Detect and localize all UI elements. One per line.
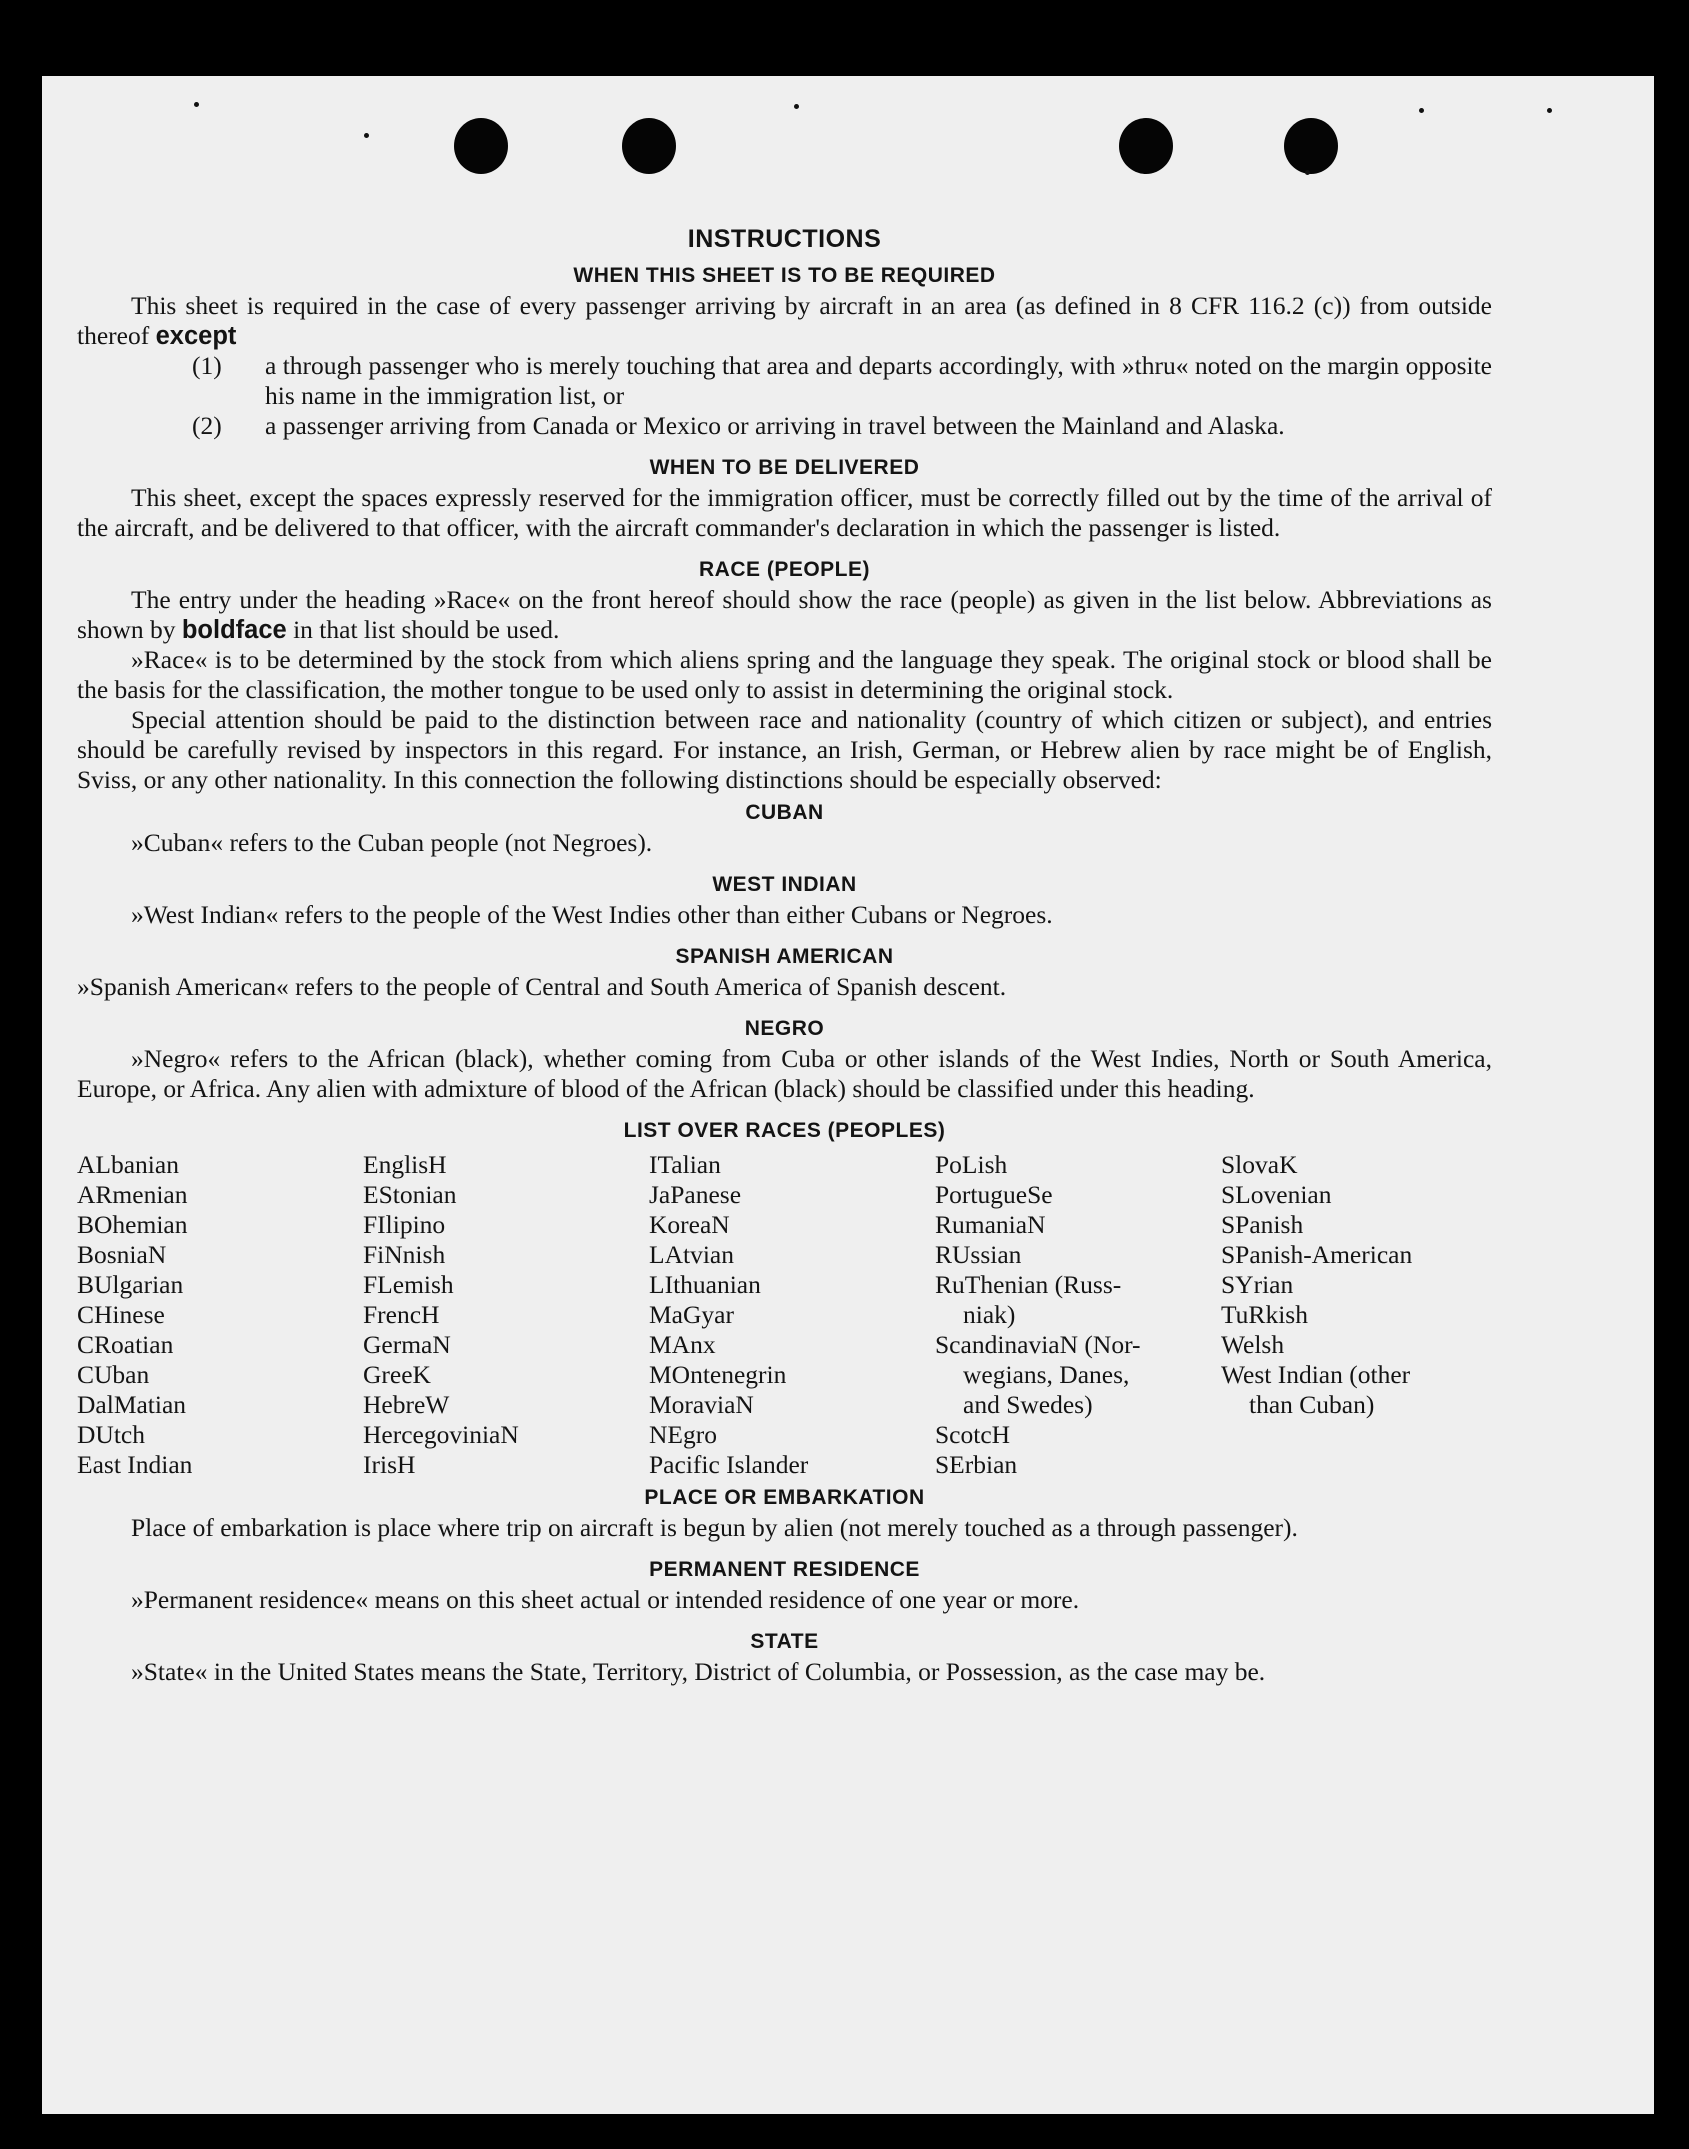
speck [1547,108,1552,113]
list-text: a through passenger who is merely touching that area and departs accordingly, with »thru« noted on the margin opposite his name in the immigration list, or [265,351,1492,410]
race-entry: EnglisH [363,1150,447,1179]
race-entry: PoLish [935,1150,1008,1179]
race-entry: East Indian [77,1450,193,1479]
race-entry: TuRkish [1221,1300,1308,1329]
race-entry: West Indian (other [1221,1360,1411,1389]
race-entry: SErbian [935,1450,1018,1479]
race-entry: ALbanian [77,1150,179,1179]
race-entry: PortugueSe [935,1180,1053,1209]
race-entry: DUtch [77,1420,145,1449]
race-entry: GreeK [363,1360,431,1389]
race-entry: ARmenian [77,1180,188,1209]
punch-hole [1119,118,1173,174]
paragraph [77,585,1492,645]
race-entry: KoreaN [649,1210,730,1239]
speck [364,133,369,138]
paragraph: Place of embarkation is place where trip on aircraft is begun by alien (not merely touched as a through passenger). [131,1513,1298,1542]
race-entry: MaGyar [649,1300,734,1329]
except-keyword: except [155,322,237,350]
race-entry: IrisH [363,1450,416,1479]
race-entry: RumaniaN [935,1210,1046,1239]
paragraph: Special attention should be paid to the distinction between race and nationality (country of which citizen or subject), and entries should be carefully revised by inspectors in this regard. For instance, an Irish, German, or Hebrew alien by race might be of English, Sviss, or any other nationality. In this connection the following distinctions should be especially observed: [77,705,1492,794]
race-entry: Pacific Islander [649,1450,809,1479]
race-entry: EStonian [363,1180,457,1209]
paragraph: »Permanent residence« means on this sheet actual or intended residence of one year or more. [131,1585,1080,1614]
paragraph: »Cuban« refers to the Cuban people (not Negroes). [131,828,653,857]
race-entry: BUlgarian [77,1270,184,1299]
race-entry: SLovenian [1221,1180,1332,1209]
race-entry: FrencH [363,1300,440,1329]
race-entry: SlovaK [1221,1150,1298,1179]
section-heading: PERMANENT RESIDENCE [649,1558,920,1581]
race-entry-continued: wegians, Danes, [963,1360,1130,1389]
race-column [935,1150,1221,1480]
paragraph: »Spanish American« refers to the people of Central and South America of Spanish descent. [77,972,1007,1001]
paragraph: »Race« is to be determined by the stock from which aliens spring and the language they speak. The original stock or blood shall be the basis for the classification, the mother tongue to be used only to assist in determining the original stock. [77,645,1492,704]
paragraph [77,291,1492,351]
section-heading: WEST INDIAN [712,873,857,896]
race-entry: NEgro [649,1420,717,1449]
speck [194,102,199,107]
race-column [77,1150,363,1480]
race-entry: RuThenian (Russ- [935,1270,1122,1299]
race-column [1221,1150,1491,1480]
race-entry: MOntenegrin [649,1360,787,1389]
race-entry: CRoatian [77,1330,174,1359]
section-heading: RACE (PEOPLE) [698,558,870,581]
list-item [77,351,1492,411]
race-entry-continued: than Cuban) [1249,1390,1375,1419]
race-entry: BosniaN [77,1240,167,1269]
race-entry: ITalian [649,1150,721,1179]
speck [1419,108,1424,113]
race-entry: SPanish [1221,1210,1304,1239]
race-list [77,1150,1492,1480]
race-entry-continued: niak) [963,1300,1016,1329]
list-item [77,411,1492,441]
race-entry: FIlipino [363,1210,446,1239]
list-text: a passenger arriving from Canada or Mexico or arriving in travel between the Mainland and Alaska. [265,411,1285,440]
race-entry: Welsh [1221,1330,1285,1359]
paragraph: »West Indian« refers to the people of the West Indies other than either Cubans or Negroes. [131,900,1053,929]
paragraph-text: This sheet is required in the case of every passenger arriving by aircraft in an area (as defined in 8 CFR 116.2 (c)) from outside thereof [77,291,1492,350]
race-entry: DalMatian [77,1390,187,1419]
race-entry: HercegoviniaN [363,1420,519,1449]
punch-hole [1284,118,1338,174]
race-entry: BOhemian [77,1210,188,1239]
race-entry: SYrian [1221,1270,1294,1299]
race-column [363,1150,649,1480]
section-heading: STATE [750,1630,819,1653]
race-entry: SPanish-American [1221,1240,1413,1269]
race-entry: RUssian [935,1240,1022,1269]
paragraph: This sheet, except the spaces expressly reserved for the immigration officer, must be correctly filled out by the time of the arrival of the aircraft, and be delivered to that officer, with the aircraft commander's declaration in which the passenger is listed. [77,483,1492,542]
speck [1305,170,1310,175]
section-heading: LIST OVER RACES (PEOPLES) [623,1119,946,1142]
race-entry: FiNnish [363,1240,446,1269]
section-heading: WHEN TO BE DELIVERED [649,456,920,479]
section-heading: CUBAN [745,801,824,824]
race-entry: GermaN [363,1330,451,1359]
race-entry: HebreW [363,1390,450,1419]
punch-hole [622,118,676,174]
section-heading: PLACE OR EMBARKATION [644,1486,925,1509]
speck [794,104,799,109]
boldface-keyword: boldface [181,616,287,644]
page-title: INSTRUCTIONS [687,225,882,253]
race-entry: ScotcH [935,1420,1011,1449]
section-heading: NEGRO [744,1017,825,1040]
paragraph: »Negro« refers to the African (black), whether coming from Cuba or other islands of the West Indies, North or South America, Europe, or Africa. Any alien with admixture of blood of the African (black) should be classified under this heading. [77,1044,1492,1103]
race-entry: CUban [77,1360,150,1389]
race-entry: ScandinaviaN (Nor- [935,1330,1141,1359]
race-entry: LAtvian [649,1240,734,1269]
list-number: (1) [192,351,222,380]
race-entry: LIthuanian [649,1270,761,1299]
race-entry: JaPanese [649,1180,742,1209]
paragraph-text: in that list should be used. [293,615,560,644]
punch-hole [454,118,508,174]
paragraph-text: The entry under the heading »Race« on the front hereof should show the race (people) as given in the list below. Abbreviations as shown by [77,585,1492,644]
instructions-text [77,218,1492,1687]
race-entry: MAnx [649,1330,716,1359]
race-entry: CHinese [77,1300,165,1329]
list-number: (2) [192,411,222,440]
paragraph: »State« in the United States means the State, Territory, District of Columbia, or Possession, as the case may be. [131,1657,1266,1686]
race-column [649,1150,935,1480]
race-entry: FLemish [363,1270,454,1299]
section-heading: WHEN THIS SHEET IS TO BE REQUIRED [573,264,996,287]
document-page [42,76,1654,2114]
section-heading: SPANISH AMERICAN [675,945,894,968]
race-entry-continued: and Swedes) [963,1390,1093,1419]
race-entry: MoraviaN [649,1390,754,1419]
